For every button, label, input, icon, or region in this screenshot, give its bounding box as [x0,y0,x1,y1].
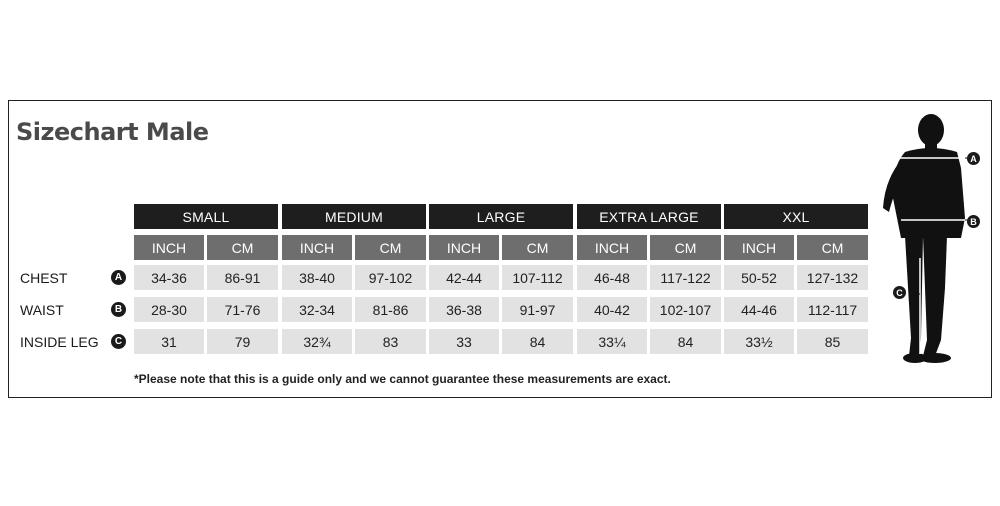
table-cell: 44-46 [724,297,794,322]
badge-a: A [967,152,980,165]
table-cell: 33¼ [577,329,647,354]
unit-header-cm: CM [650,235,721,260]
row-badge-c: C [111,334,126,349]
size-header-large: LARGE [429,204,573,229]
size-header-small: SMALL [134,204,278,229]
table-cell: 86-91 [207,265,278,290]
unit-header-inch: INCH [429,235,499,260]
table-cell: 83 [355,329,426,354]
size-header-extra-large: EXTRA LARGE [577,204,721,229]
unit-header-inch: INCH [282,235,352,260]
table-cell: 28-30 [134,297,204,322]
table-cell: 127-132 [797,265,868,290]
table-cell: 32-34 [282,297,352,322]
unit-header-inch: INCH [724,235,794,260]
row-badge-a: A [111,270,126,285]
table-cell: 40-42 [577,297,647,322]
table-cell: 46-48 [577,265,647,290]
table-cell: 91-97 [502,297,573,322]
man-silhouette-icon [875,108,990,366]
row-label-inside-leg: INSIDE LEG [20,333,99,350]
badge-b: B [967,215,980,228]
table-cell: 102-107 [650,297,721,322]
unit-header-cm: CM [797,235,868,260]
table-cell: 33½ [724,329,794,354]
table-cell: 34-36 [134,265,204,290]
table-cell: 71-76 [207,297,278,322]
table-cell: 42-44 [429,265,499,290]
table-cell: 112-117 [797,297,868,322]
unit-header-inch: INCH [577,235,647,260]
page-title: Sizechart Male [16,118,209,146]
table-cell: 107-112 [502,265,573,290]
table-cell: 85 [797,329,868,354]
unit-header-cm: CM [207,235,278,260]
table-cell: 36-38 [429,297,499,322]
table-cell: 97-102 [355,265,426,290]
table-cell: 81-86 [355,297,426,322]
unit-header-cm: CM [355,235,426,260]
unit-header-inch: INCH [134,235,204,260]
row-badge-b: B [111,302,126,317]
table-cell: 50-52 [724,265,794,290]
disclaimer-note: *Please note that this is a guide only and we cannot guarantee these measurements are exact. [134,372,671,386]
table-cell: 117-122 [650,265,721,290]
row-label-chest: CHEST [20,269,68,286]
table-cell: 84 [650,329,721,354]
table-cell: 31 [134,329,204,354]
size-header-xxl: XXL [724,204,868,229]
table-cell: 32¾ [282,329,352,354]
unit-header-cm: CM [502,235,573,260]
badge-c: C [893,286,906,299]
table-cell: 84 [502,329,573,354]
size-header-medium: MEDIUM [282,204,426,229]
row-label-waist: WAIST [20,301,64,318]
table-cell: 38-40 [282,265,352,290]
table-cell: 33 [429,329,499,354]
table-cell: 79 [207,329,278,354]
